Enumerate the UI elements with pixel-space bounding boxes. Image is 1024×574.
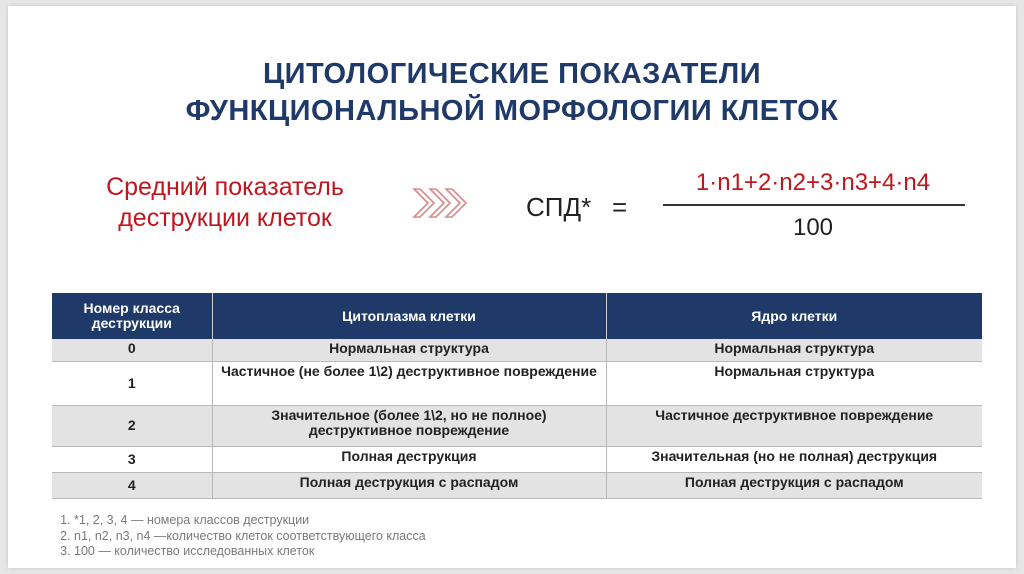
- table-row: [52, 405, 982, 446]
- footnote-item: 3. 100 — количество исследованных клеток: [74, 544, 426, 560]
- cell-nucleus: Частичное деструктивное повреждение: [606, 405, 982, 446]
- cell-cytoplasm: Нормальная структура: [212, 339, 606, 361]
- header-class-number: Номер класса деструкции: [52, 293, 212, 339]
- header-cytoplasm: Цитоплазма клетки: [212, 293, 606, 339]
- page-title: [8, 56, 1016, 130]
- slide: [8, 6, 1016, 568]
- triple-chevron-arrow-icon: [412, 186, 468, 220]
- cell-nucleus: Полная деструкция с распадом: [606, 472, 982, 498]
- cell-class: 3: [52, 446, 212, 472]
- footnote-item: 1. *1, 2, 3, 4 — номера классов деструкции: [74, 513, 426, 529]
- table-header-row: [52, 293, 982, 339]
- table-row: [52, 339, 982, 361]
- fraction-line: [663, 204, 965, 206]
- cell-cytoplasm: Значительное (более 1\2, но не полное) деструктивное повреждение: [212, 405, 606, 446]
- cell-cytoplasm: Полная деструкция: [212, 446, 606, 472]
- formula-denominator: 100: [792, 214, 834, 241]
- formula-equals: =: [612, 192, 628, 222]
- cell-nucleus: Нормальная структура: [606, 339, 982, 361]
- cell-class: 2: [52, 405, 212, 446]
- header-nucleus: Ядро клетки: [606, 293, 982, 339]
- title-line-2: ФУНКЦИОНАЛЬНОЙ МОРФОЛОГИИ КЛЕТОК: [185, 95, 839, 127]
- formula-label-line-2: деструкции клеток: [118, 204, 332, 232]
- table-row: [52, 446, 982, 472]
- formula-label: [60, 172, 390, 234]
- formula-numerator: 1·n1+2·n2+3·n3+4·n4: [695, 169, 931, 196]
- table-row: [52, 472, 982, 498]
- destruction-table: [52, 293, 982, 499]
- table-row: [52, 361, 982, 405]
- cell-nucleus: Значительная (но не полная) деструкция: [606, 446, 982, 472]
- formula-lhs: СПД*: [526, 192, 592, 222]
- footnote-item: 2. n1, n2, n3, n4 —количество клеток соответствующего класса: [74, 529, 426, 545]
- title-line-1: ЦИТОЛОГИЧЕСКИЕ ПОКАЗАТЕЛИ: [262, 58, 762, 90]
- footnotes: [54, 513, 426, 560]
- cell-class: 1: [52, 361, 212, 405]
- cell-cytoplasm: Частичное (не более 1\2) деструктивное повреждение: [212, 361, 606, 405]
- formula-label-line-1: Средний показатель: [106, 173, 344, 201]
- cell-class: 0: [52, 339, 212, 361]
- cell-class: 4: [52, 472, 212, 498]
- cell-cytoplasm: Полная деструкция с распадом: [212, 472, 606, 498]
- cell-nucleus: Нормальная структура: [606, 361, 982, 405]
